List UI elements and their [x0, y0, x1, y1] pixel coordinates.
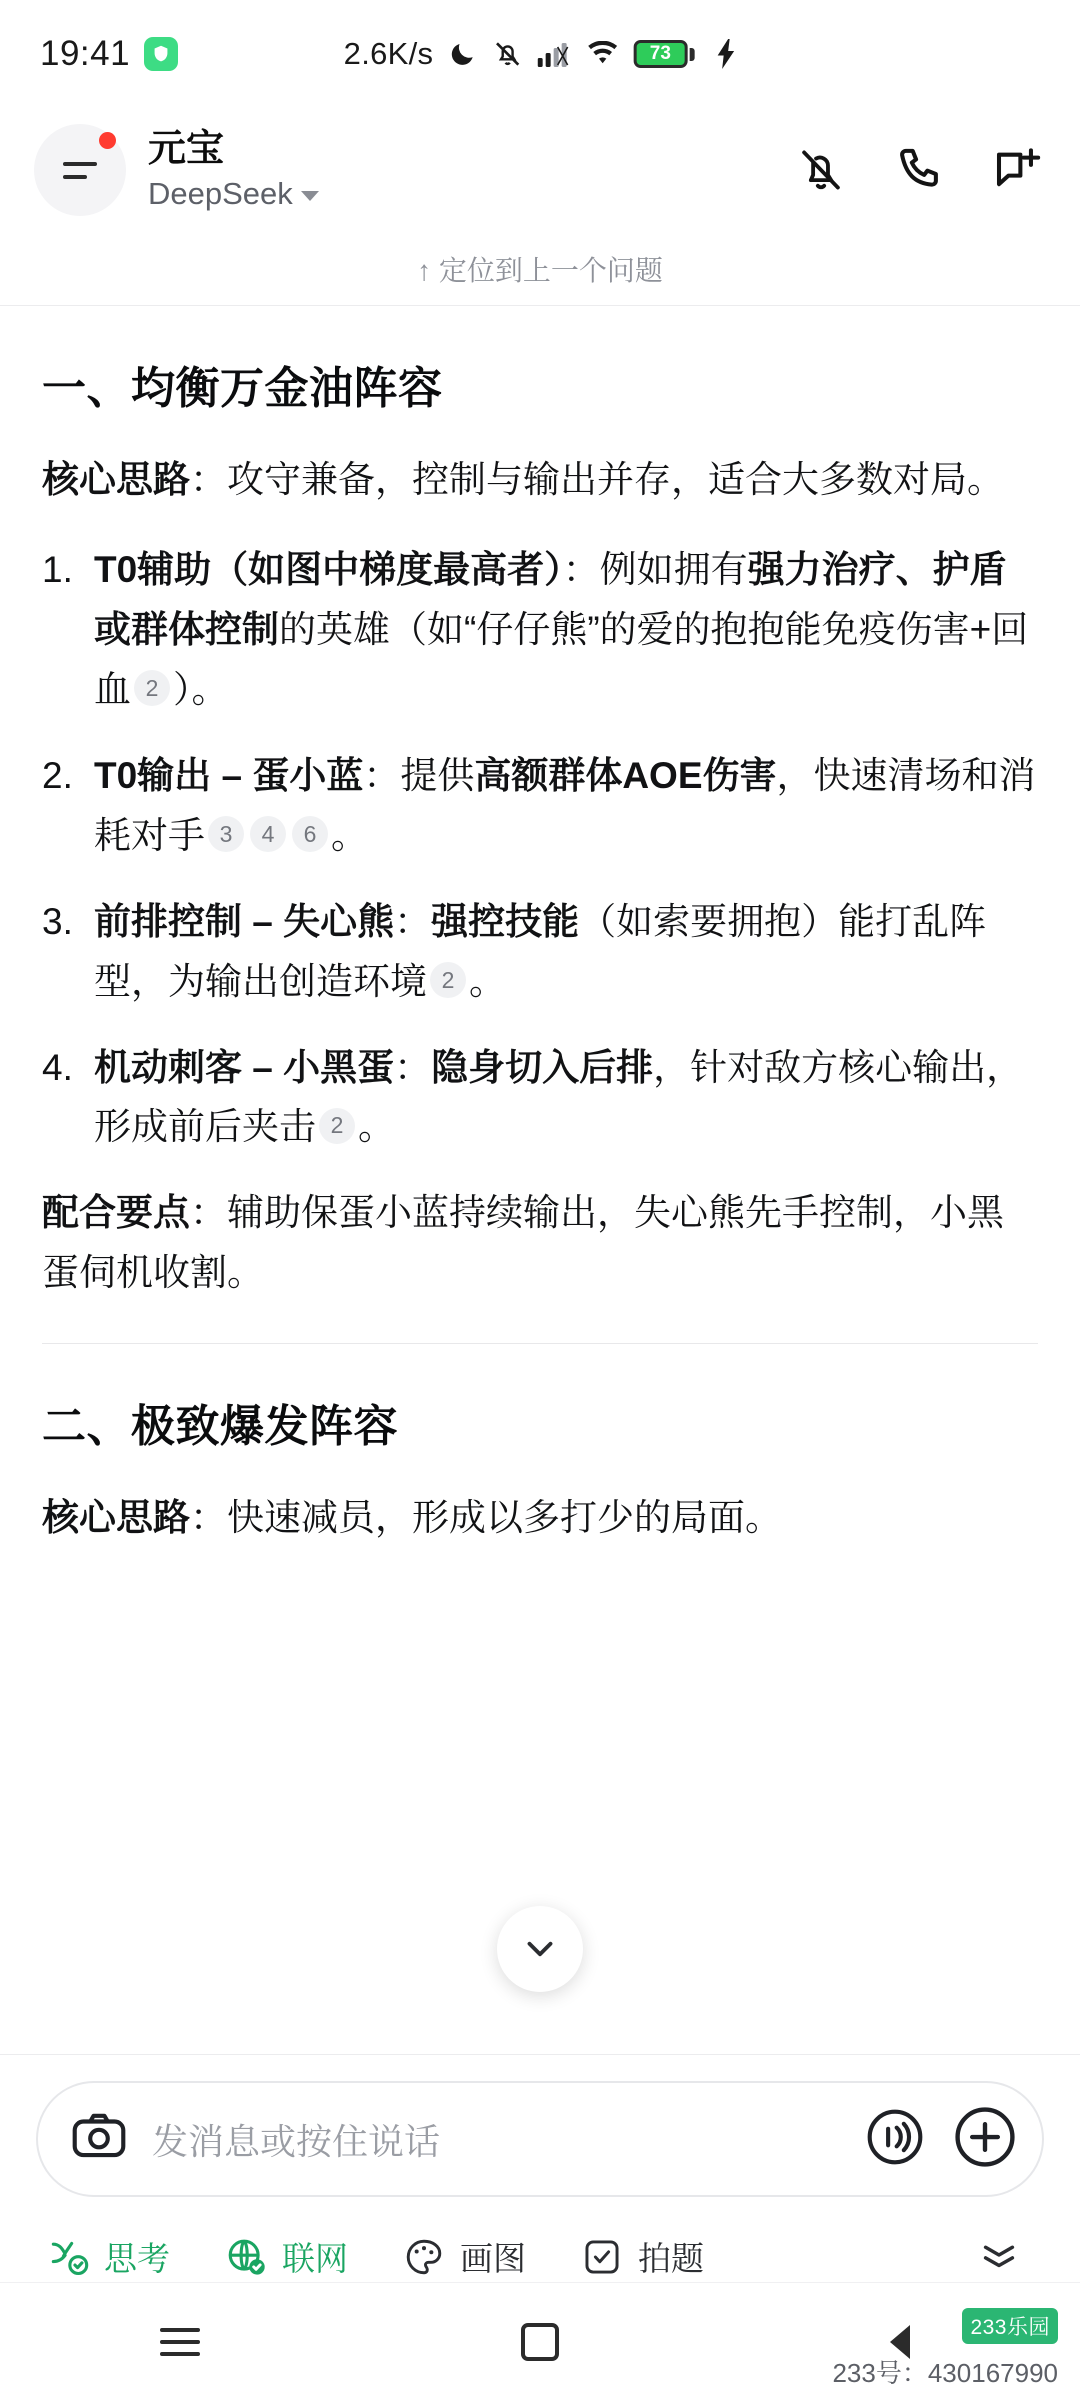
- item-text-3: 。: [358, 1106, 395, 1148]
- input-area: [0, 2054, 1080, 2282]
- core-idea-label-2: 核心思路: [42, 1497, 190, 1539]
- palette-icon: [402, 2235, 446, 2279]
- section-divider: [42, 1343, 1038, 1344]
- notification-dot: [99, 132, 116, 149]
- tool-thinking[interactable]: [46, 2233, 170, 2280]
- green-shield-icon: [144, 37, 178, 71]
- scroll-to-previous-question[interactable]: [0, 232, 1080, 306]
- tips-text: ：辅助保蛋小蓝持续输出，失心熊先手控制，小黑蛋伺机收割。: [42, 1192, 1004, 1294]
- battery-icon: [633, 40, 694, 68]
- battery-percent: 73: [649, 43, 671, 64]
- item-bold-2: 高额群体AOE伤害: [474, 754, 777, 796]
- status-bar: [0, 0, 1080, 108]
- globe-icon: [224, 2235, 268, 2279]
- tool-web[interactable]: [224, 2233, 348, 2280]
- chevron-down-icon: [301, 191, 319, 201]
- section-title-1: 一、均衡万金油阵容: [42, 364, 443, 413]
- item-bold-2: 强力治疗、护盾或群体控制: [94, 548, 1007, 650]
- menu-button[interactable]: [34, 124, 126, 216]
- tool-label: 思考: [104, 2240, 170, 2277]
- tool-label: 拍题: [638, 2240, 704, 2277]
- phone-call-icon[interactable]: [892, 143, 946, 197]
- coordination-tips: [42, 1183, 1038, 1303]
- nav-home[interactable]: [460, 2302, 620, 2382]
- network-speed: 2.6K/s: [343, 36, 434, 71]
- citation-badge[interactable]: 2: [319, 1108, 355, 1144]
- system-nav-bar: [0, 2282, 1080, 2400]
- status-time: 19:41: [40, 34, 131, 73]
- charging-bolt-icon: [716, 39, 736, 69]
- scroll-to-bottom-button[interactable]: [497, 1906, 583, 1992]
- home-icon: [521, 2323, 559, 2361]
- item-text-2: ，针对敌方核心输出，形成前后夹击: [94, 1046, 1024, 1148]
- scroll-hint-label: ↑ 定位到上一个问题: [417, 254, 663, 286]
- citation-badge[interactable]: 3: [208, 816, 244, 852]
- tool-row: [36, 2197, 1044, 2282]
- nav-recents[interactable]: [100, 2302, 260, 2382]
- list-item-text: [94, 892, 1038, 1012]
- status-bar-left: [40, 34, 178, 74]
- tips-label: 配合要点: [42, 1192, 190, 1234]
- item-bold-2: 强控技能: [431, 900, 580, 942]
- title-block: [148, 128, 319, 212]
- list-item: [42, 1038, 1038, 1158]
- message-input-placeholder[interactable]: 发消息或按住说话: [152, 2120, 441, 2162]
- watermark-text: 233号：430167990: [832, 2358, 1058, 2388]
- item-text-1: ：: [394, 1046, 432, 1088]
- item-text-1: ：: [394, 900, 432, 942]
- moon-icon: [447, 39, 477, 69]
- watermark-badge: 233乐园: [962, 2308, 1058, 2344]
- list-item-number: 4.: [42, 1046, 73, 1088]
- tools-collapse-button[interactable]: [976, 2231, 1040, 2282]
- citation-badge[interactable]: 4: [250, 816, 286, 852]
- item-text-1: ：例如拥有: [562, 548, 748, 590]
- double-chevron-down-icon: [976, 2231, 1022, 2277]
- section-title-2: 二、极致爆发阵容: [42, 1402, 398, 1452]
- section1-core-idea: [42, 450, 1038, 510]
- list-item-text: [94, 746, 1038, 866]
- header-actions: [794, 143, 1044, 197]
- mute-notification-icon[interactable]: [794, 143, 848, 197]
- photo-question-icon: [580, 2235, 624, 2279]
- item-text-2: （如索要拥抱）能打乱阵型，为输出创造环境: [94, 900, 987, 1002]
- list-item: [42, 540, 1038, 720]
- core-idea-text-1: ：攻守兼备，控制与输出并存，适合大多数对局。: [190, 459, 1004, 500]
- list-item-number: 2.: [42, 754, 73, 796]
- page-title: 元宝: [148, 128, 225, 171]
- item-bold-1: T0输出 – 蛋小蓝: [94, 754, 364, 796]
- tool-label: 联网: [282, 2240, 348, 2277]
- plus-circle-icon[interactable]: [950, 2102, 1020, 2177]
- item-bold-1: T0辅助（如图中梯度最高者）: [94, 548, 563, 590]
- core-idea-label-1: 核心思路: [42, 459, 190, 500]
- status-bar-right: [344, 36, 737, 72]
- item-text-2: ，快速清场和消耗对手: [94, 754, 1036, 856]
- camera-icon[interactable]: [68, 2106, 130, 2173]
- mute-bell-icon: [491, 38, 523, 70]
- citation-badge[interactable]: 6: [292, 816, 328, 852]
- list-item: [42, 892, 1038, 1012]
- message-content: [0, 306, 1080, 2054]
- app-header: [0, 108, 1080, 232]
- list-item-text: [94, 540, 1038, 720]
- tool-photo-question[interactable]: [580, 2233, 704, 2280]
- list-item-number: 1.: [42, 548, 73, 590]
- recents-icon: [160, 2328, 200, 2356]
- message-input-bar[interactable]: [36, 2081, 1044, 2197]
- tool-draw[interactable]: [402, 2233, 526, 2280]
- list-item-text: [94, 1038, 1038, 1158]
- list-item-number: 3.: [42, 900, 73, 942]
- new-chat-icon[interactable]: [990, 143, 1044, 197]
- model-selector[interactable]: [148, 176, 319, 212]
- citation-badge[interactable]: 2: [430, 962, 466, 998]
- item-text-1: ：提供: [363, 754, 475, 796]
- chevron-down-icon: [519, 1928, 561, 1970]
- item-bold-1: 机动刺客 – 小黑蛋: [94, 1046, 395, 1088]
- item-text-2: 的英雄（如“仔仔熊”的爱的抱抱能免疫伤害+回血: [94, 608, 1029, 710]
- section2-core-idea: [42, 1488, 1038, 1548]
- signal-icon: [537, 41, 571, 67]
- model-name: DeepSeek: [148, 175, 293, 211]
- hamburger-icon: [63, 162, 97, 179]
- citation-badge[interactable]: 2: [134, 670, 170, 706]
- item-text-3: 。: [469, 960, 506, 1002]
- watermark: [832, 2353, 1058, 2390]
- core-idea-text-2: ：快速减员，形成以多打少的局面。: [190, 1497, 782, 1539]
- composition-list: [42, 540, 1038, 1157]
- item-text-3: ）。: [173, 668, 229, 710]
- item-bold-1: 前排控制 – 失心熊: [94, 900, 395, 942]
- thinking-icon: [46, 2235, 90, 2279]
- item-bold-2: 隐身切入后排: [431, 1046, 654, 1088]
- tool-label: 画图: [460, 2240, 526, 2277]
- wifi-icon: [585, 41, 619, 67]
- list-item: [42, 746, 1038, 866]
- item-text-3: 。: [331, 814, 368, 856]
- voice-wave-icon[interactable]: [862, 2104, 928, 2175]
